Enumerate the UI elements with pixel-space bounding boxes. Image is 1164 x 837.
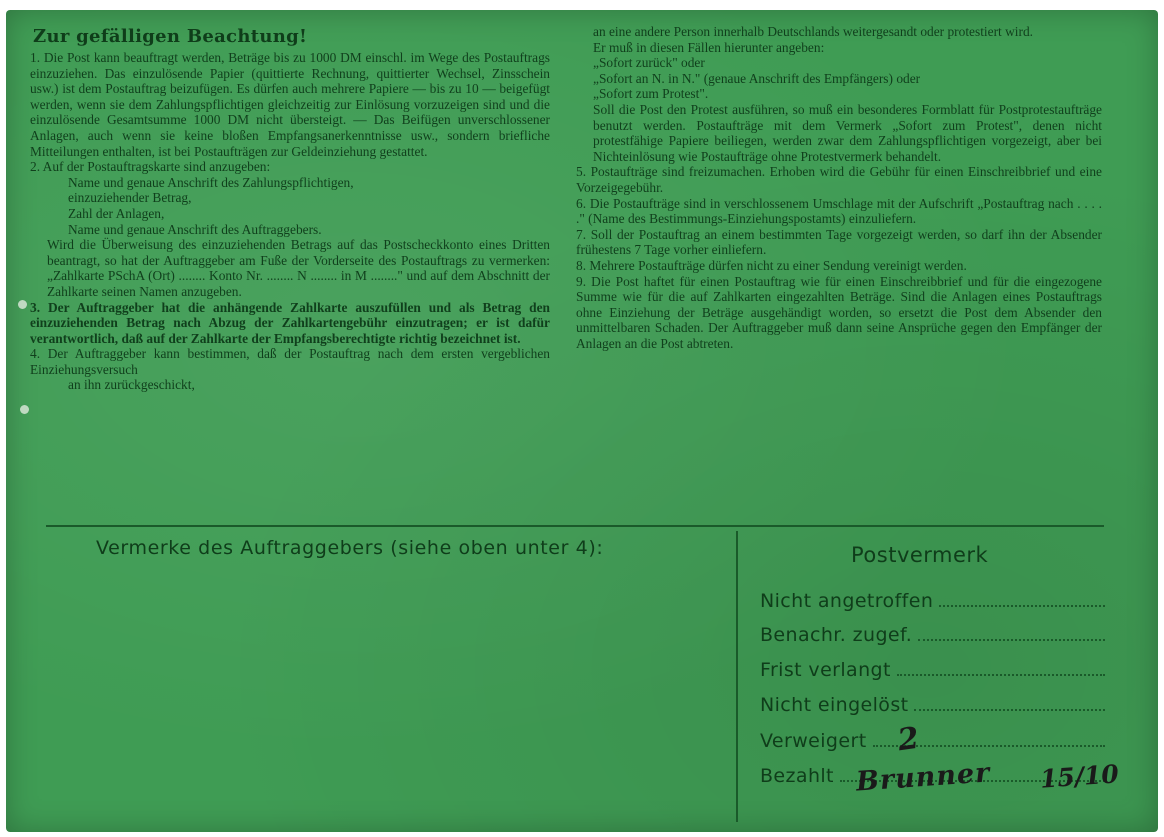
postvermerk-row xyxy=(760,653,1105,681)
handwritten-mark: 2 xyxy=(895,720,922,759)
postvermerk-row-label: Verweigert xyxy=(760,730,867,752)
left-paragraph-6: Wird die Überweisung des einzuziehenden Betrags auf das Postscheckkonto eines Dritten beantragt, so hat der Auftraggeber am Fuße der Vorderseite des Postauftrags zu vermerken: „Zahlkarte PSchA (Ort) ........ Konto Nr. ........ N ........ in M ........" und auf dem Abschnitt der Zahlkarte seinen Namen anzugeben. xyxy=(47,237,550,299)
postvermerk-row-label: Bezahlt xyxy=(760,765,834,787)
left-paragraph-1: 2. Auf der Postauftragskarte sind anzugeben: xyxy=(30,159,271,175)
vermerke-des-auftraggebers-label: Vermerke des Auftraggebers (siehe oben unter 4): xyxy=(96,537,604,559)
postvermerk-row-label: Nicht angetroffen xyxy=(760,590,934,612)
left-paragraph-9: an ihn zurückgeschickt, xyxy=(68,377,195,393)
left-paragraph-3: einzuziehender Betrag, xyxy=(68,190,192,206)
postvermerk-row-label: Frist verlangt xyxy=(760,659,891,681)
right-paragraph-10: 9. Die Post haftet für einen Postauftrag wie für einen Einschreibbrief und für die eingezogene Summe wie für die auf Zahlkarten eingezahlten Beträge. Sind die Anlagen eines Postauftrags ohne Einziehung der Beträge ausgehändigt worden, so ersetzt die Post dem Absender den unmittelbaren Schaden. Der Auftraggeber muß dann seine Ansprüche gegen den Empfänger der Anlagen an die Post abtreten. xyxy=(576,273,1102,351)
right-paragraph-9: 8. Mehrere Postaufträge dürfen nicht zu einer Sendung vereinigt werden. xyxy=(576,257,967,273)
postvermerk-row-label: Nicht eingelöst xyxy=(760,694,909,716)
dotted-fill-line xyxy=(918,638,1105,641)
left-paragraph-7: 3. Der Auftraggeber hat die anhängende Zahlkarte auszufüllen und als Betrag den einzuziehenden Betrag nach Abzug der Zahlkartengebühr einzutragen; er ist dafür verantwortlich, daß auf der Zahlkarte der Empfangsberechtigte richtig bezeichnet ist. xyxy=(30,299,550,346)
instructions-right-column xyxy=(576,24,1102,351)
left-paragraph-4: Zahl der Anlagen, xyxy=(68,205,165,221)
instructions-heading: Zur gefälligen Beachtung! xyxy=(33,26,308,47)
postvermerk-title: Postvermerk xyxy=(851,543,989,567)
dotted-fill-line xyxy=(914,708,1105,711)
divider-horizontal xyxy=(46,525,1104,527)
right-paragraph-8: 7. Soll der Postauftrag an einem bestimmten Tage vorgezeigt werden, so darf ihn der Absender frühestens 7 Tage vorher einliefern. xyxy=(576,226,1102,258)
divider-vertical xyxy=(736,531,738,822)
dotted-fill-line xyxy=(939,604,1105,607)
left-paragraph-8: 4. Der Auftraggeber kann bestimmen, daß der Postauftrag nach dem ersten vergeblichen Einziehungsversuch xyxy=(30,346,550,377)
punch-hole xyxy=(20,405,29,414)
handwritten-signature: Brunner xyxy=(855,757,992,798)
postvermerk-row xyxy=(760,618,1105,646)
postvermerk-row xyxy=(760,724,1105,752)
right-paragraph-4: „Sofort zum Protest". xyxy=(593,86,709,102)
right-paragraph-2: „Sofort zurück" oder xyxy=(593,55,705,71)
right-paragraph-5: Soll die Post den Protest ausführen, so muß ein besonderes Formblatt für Postprotestaufträge benutzt werden. Postaufträge mit dem Vermerk „Sofort zum Protest", denen nicht protestfähige Papiere beiliegen, werden zwar dem Zahlungspflichtigen vorgezeigt, aber bei Nichteinlösung wie Postaufträge ohne Protestvermerk behandelt. xyxy=(593,101,1102,164)
left-paragraph-5: Name und genaue Anschrift des Auftraggebers. xyxy=(68,221,322,237)
dotted-fill-line xyxy=(897,673,1105,676)
left-paragraph-2: Name und genaue Anschrift des Zahlungspflichtigen, xyxy=(68,174,354,190)
right-paragraph-7: 6. Die Postaufträge sind in verschlossenem Umschlage mit der Aufschrift „Postauftrag nach . . . . ." (Name des Bestimmungs-Einziehungspostamts) einzuliefern. xyxy=(576,195,1102,227)
punch-hole xyxy=(18,300,27,309)
right-paragraph-0: an eine andere Person innerhalb Deutschlands weitergesandt oder protestiert wird. xyxy=(593,24,1034,39)
left-paragraph-0: 1. Die Post kann beauftragt werden, Beträge bis zu 1000 DM einschl. im Wege des Postauftrags einzuziehen. Das einzulösende Papier (quittierte Rechnung, quittierter Wechsel, Zinsschein usw.) ist dem Postauftrag beizufügen. Es dürfen auch mehrere Papiere — bis zu 10 — beigefügt werden, wenn sie dem Zahlungspflichtigen gleichzeitig zur Einlösung vorzuzeigen sind und die einzulösende Gesamtsumme 1000 DM nicht übersteigt. — Das Beifügen unverschlossener Anlagen, auch wenn sie keine bloßen Empfangsanerkenntnisse usw., sondern briefliche Mitteilungen enthalten, ist bei Postaufträgen zur Geldeinziehung gestattet. xyxy=(30,50,550,159)
right-paragraph-1: Er muß in diesen Fällen hierunter angeben: xyxy=(593,39,825,55)
instructions-left-column xyxy=(30,50,550,393)
postvermerk-row xyxy=(760,584,1105,612)
postvermerk-row xyxy=(760,688,1105,716)
postvermerk-row-label: Benachr. zugef. xyxy=(760,624,913,646)
right-paragraph-3: „Sofort an N. in N." (genaue Anschrift des Empfängers) oder xyxy=(593,70,921,86)
handwritten-date: 15/10 xyxy=(1039,759,1120,794)
right-paragraph-6: 5. Postaufträge sind freizumachen. Erhoben wird die Gebühr für einen Einschreibbrief und eine Vorzeigegebühr. xyxy=(576,164,1102,195)
